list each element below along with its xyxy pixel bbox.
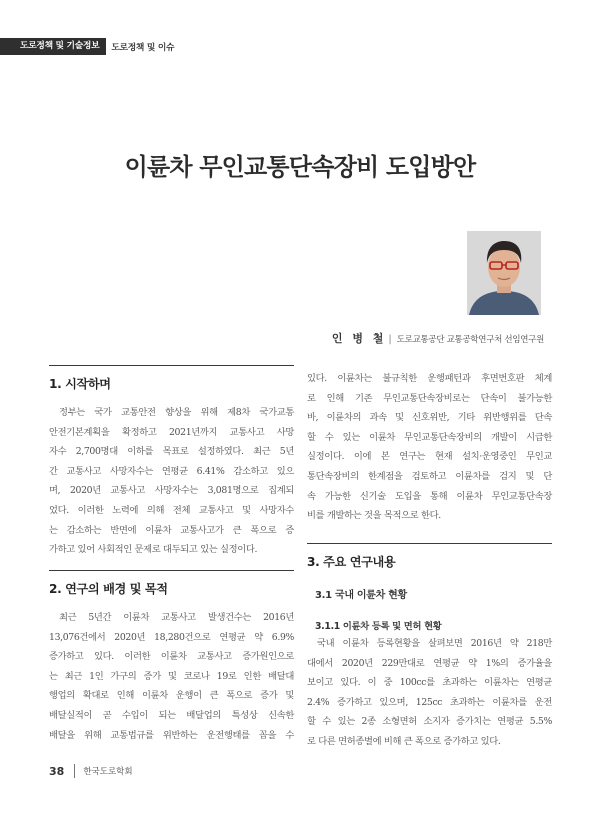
subsection-heading: 3.1 국내 이륜차 현황 [315,590,407,601]
text-line: 13,076건에서 2020년 18,280건으로 연평균 약 6.9% [49,631,294,643]
text-line: 는 감소하는 반면에 이륜차 교통사고가 큰 폭으로 증 [49,524,294,536]
author-affiliation: 도로교통공단 교통공학연구처 선임연구원 [396,335,544,345]
author-portrait-image [467,231,541,315]
text-line: 있다. 이륜차는 불규칙한 운행패턴과 후면번호판 체계 [307,373,552,384]
text-line: 었다. 이러한 노력에 의해 전체 교통사고 및 사망자수 [49,504,294,516]
header-category: 도로정책 및 기술정보 [0,38,106,55]
text-line: 할 수 있는 이륜차 무인교통단속장비의 개발이 시급한 [307,431,552,443]
page-number: 38 [49,764,65,778]
text-line: 할 수 있는 2종 소형면허 소지자 증가치는 연평균 5.5% [307,716,552,728]
intro-paragraph [49,403,294,560]
text-line: 행업의 확대로 인해 이륜차 운행이 큰 폭으로 증가 및 [49,690,294,702]
text-line: 는 최근 1인 가구의 증가 및 코로나 19로 인한 배달대 [49,670,294,682]
text-line: 배달을 위해 교통법규를 위반하는 운전행태를 꼽을 수 [49,729,294,741]
running-header [0,38,174,55]
text-line: 가하고 있어 사회적인 문제로 대두되고 있는 실정이다. [49,544,258,556]
author-separator: | [388,334,392,345]
article-title: 이륜차 무인교통단속장비 도입방안 [124,153,476,181]
text-line: 2.4% 증가하고 있으며, 125cc 초과하는 이륜차를 운전 [307,696,552,708]
text-line: 증가하고 있다. 이러한 이륜차 교통사고 증가원인으로 [49,651,294,663]
text-line: 안전기본계획을 확정하고 2021년까지 교통사고 사망 [49,426,294,438]
author-line [332,330,544,346]
text-line: 통단속장비의 한계점을 검토하고 이륜차를 검지 및 단 [307,470,552,482]
header-section: 도로정책 및 이슈 [111,43,175,53]
footer-divider [74,764,75,778]
text-line: 자수 2,700명대 이하를 목표로 설정하였다. 최근 5년 [49,446,294,458]
text-line: 로 다른 면허종별에 비해 큰 폭으로 증가하고 있다. [307,735,501,747]
text-line: 보이고 있다. 이 중 100cc를 초과하는 이륜차는 연평균 [307,677,552,689]
section-heading-contents: 3. 주요 연구내용 [307,543,552,570]
background-continued-paragraph [307,369,552,526]
section-heading-background: 2. 연구의 배경 및 목적 [49,570,294,597]
text-line: 간 교통사고 사망자수는 연평균 6.41% 감소하고 있으 [49,465,294,477]
text-line: 며, 2020년 교통사고 사망자수는 3,081명으로 집계되 [49,485,294,497]
text-line: 로 인해 기존 무인교통단속장비로는 단속이 불가능한 [307,392,552,404]
text-line: 속 가능한 신기술 도입을 통해 이륜차 무인교통단속장 [307,490,552,502]
text-line: 국내 이륜차 등록현황을 살펴보면 2016년 약 218만 [317,638,552,649]
subsubsection-heading: 3.1.1 이륜차 등록 및 면허 현황 [315,621,442,632]
left-column [49,365,294,560]
text-line: 배달실적이 곧 수입이 되는 배달업의 특성상 신속한 [49,709,294,721]
text-line: 대에서 2020년 229만대로 연평균 약 1%의 증가율을 [307,657,552,669]
author-photo [467,231,541,315]
text-line: 정부는 국가 교통안전 향상을 위해 제8차 국가교통 [59,407,294,418]
right-column [307,369,552,526]
background-paragraph [49,608,294,745]
left-column-section-2 [49,570,294,745]
section-heading-intro: 1. 시작하며 [49,365,294,392]
text-line: 바, 이륜차의 과속 및 신호위반, 기타 위반행위를 단속 [307,412,552,424]
registration-paragraph [307,634,552,752]
journal-name: 한국도로학회 [83,767,133,777]
text-line: 비를 개발하는 것을 목적으로 한다. [307,510,441,522]
text-line: 실정이다. 이에 본 연구는 현재 설치·운영중인 무인교 [307,451,552,463]
right-column-section-3 [307,543,552,752]
page-footer [49,764,133,778]
text-line: 최근 5년간 이륜차 교통사고 발생건수는 2016년 [59,612,294,623]
author-name: 인 병 철 [331,332,387,345]
